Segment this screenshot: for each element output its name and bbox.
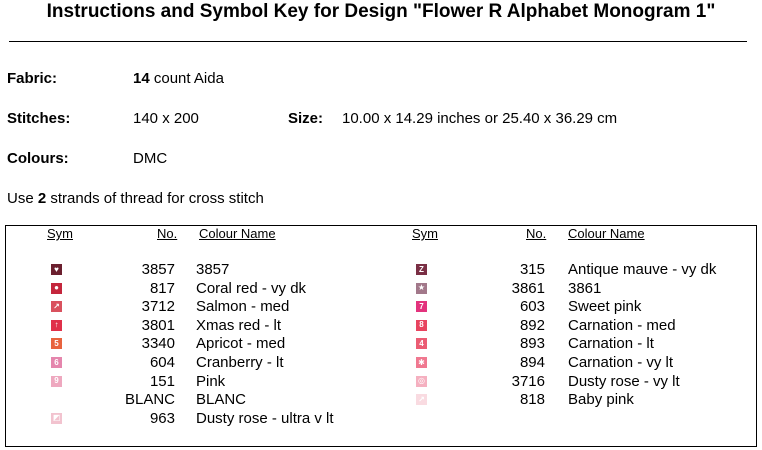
dmc-number: 315 — [519, 261, 545, 278]
arrow-diagonal-icon: ↗ — [51, 301, 62, 312]
key-row — [0, 335, 762, 353]
stitches-label: Stitches: — [7, 110, 71, 127]
page-title: Instructions and Symbol Key for Design "Flower R Alphabet Monogram 1" — [46, 1, 716, 22]
title-underline — [9, 41, 747, 42]
colour-name: Cranberry - lt — [196, 354, 284, 371]
colour-name: 3857 — [196, 261, 230, 278]
key-row — [0, 373, 762, 391]
strands-pre: Use — [7, 190, 34, 207]
number-9-icon: 9 — [51, 376, 62, 387]
colour-name: BLANC — [196, 391, 247, 409]
number-6-icon: 6 — [51, 357, 62, 368]
dmc-number: 604 — [149, 354, 175, 371]
heart-icon: ♥ — [51, 264, 62, 275]
colour-name: Pink — [196, 372, 226, 390]
colour-name: Carnation - vy lt — [568, 354, 674, 371]
hook-arrow-icon: ↗ — [416, 394, 427, 405]
dot-circle-icon: ● — [51, 283, 62, 294]
colour-name: Sweet pink — [568, 298, 642, 316]
number-5-icon: 5 — [51, 338, 62, 349]
size-label: Size: — [288, 110, 324, 127]
strands-instruction — [7, 190, 264, 207]
key-row — [0, 261, 762, 279]
right-name-header: Colour Name — [568, 226, 645, 241]
left-no-header: No. — [157, 226, 178, 241]
size-value: 10.00 x 14.29 inches or 25.40 x 36.29 cm — [342, 110, 618, 127]
colours-label: Colours: — [7, 150, 69, 167]
fabric-label: Fabric: — [7, 70, 58, 87]
right-sym-header: Sym — [412, 226, 438, 241]
colour-name: Carnation - med — [568, 316, 676, 334]
colour-name: Dusty rose - ultra v lt — [196, 409, 334, 427]
dmc-number: 3861 — [511, 279, 545, 297]
key-row — [0, 391, 762, 409]
fabric-type: count Aida — [153, 70, 224, 87]
dmc-number: 3857 — [141, 261, 175, 278]
dmc-number: 892 — [519, 316, 545, 334]
dmc-number: 3801 — [141, 316, 175, 334]
fabric-value — [133, 70, 224, 87]
star-icon: ★ — [417, 283, 426, 293]
left-sym-header: Sym — [47, 226, 73, 241]
colour-name: 3861 — [568, 279, 602, 297]
number-8-icon: 8 — [416, 320, 427, 331]
dmc-number: 893 — [519, 335, 545, 353]
strands-count: 2 — [37, 190, 47, 207]
colour-name: Salmon - med — [196, 298, 290, 316]
colours-value: DMC — [133, 150, 168, 167]
dmc-number: 151 — [149, 372, 175, 390]
dmc-number: 603 — [519, 298, 545, 316]
dmc-number: 3712 — [141, 298, 175, 316]
dmc-number: 3340 — [141, 335, 175, 353]
key-row — [0, 354, 762, 372]
target-circle-icon: ◎ — [416, 376, 427, 387]
dmc-number: BLANC — [124, 391, 175, 409]
fabric-count: 14 — [133, 70, 150, 87]
dmc-number: 963 — [149, 409, 175, 427]
colour-name: Carnation - lt — [568, 335, 654, 353]
square-star-icon: ✱ — [416, 357, 427, 368]
colour-name: Baby pink — [568, 391, 634, 409]
half-triangle-icon: ◩ — [52, 413, 61, 423]
colour-name: Antique mauve - vy dk — [568, 261, 717, 278]
dmc-number: 3716 — [511, 372, 545, 390]
key-row — [0, 298, 762, 316]
dmc-number: 817 — [149, 279, 175, 297]
colour-name: Apricot - med — [196, 335, 286, 353]
left-name-header: Colour Name — [199, 226, 276, 241]
key-row — [0, 317, 762, 335]
strands-post: strands of thread for cross stitch — [50, 190, 264, 207]
stitches-value: 140 x 200 — [133, 110, 199, 127]
right-no-header: No. — [526, 226, 547, 241]
arrow-up-icon: ↑ — [51, 320, 62, 331]
number-7-icon: 7 — [416, 301, 427, 312]
key-row — [0, 410, 762, 428]
number-4-icon: 4 — [416, 338, 427, 349]
key-row — [0, 280, 762, 298]
dmc-number: 894 — [519, 354, 545, 371]
colour-name: Coral red - vy dk — [196, 279, 307, 297]
dmc-number: 818 — [519, 391, 545, 409]
letter-z-icon: Z — [416, 264, 427, 275]
colour-name: Xmas red - lt — [196, 316, 282, 334]
colour-name: Dusty rose - vy lt — [568, 372, 680, 390]
